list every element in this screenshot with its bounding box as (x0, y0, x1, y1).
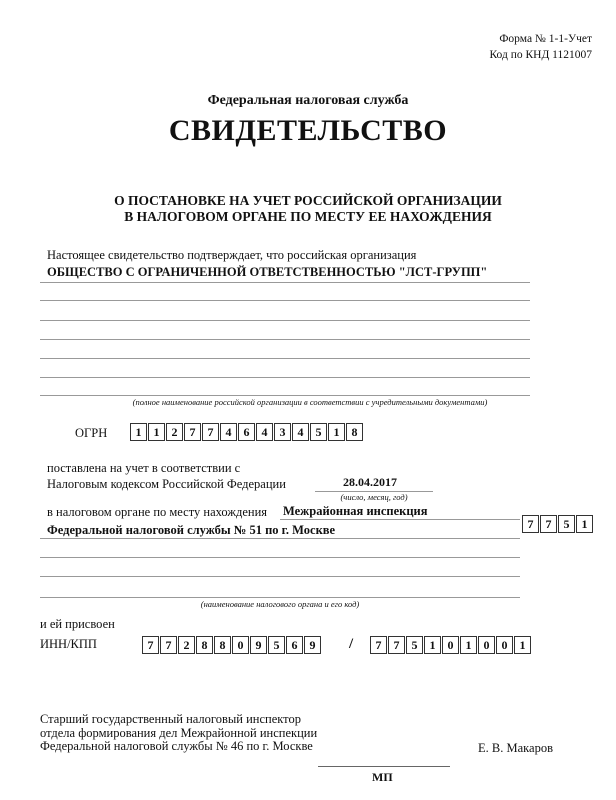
inn-digit: 0 (232, 636, 249, 654)
inn-digit: 8 (214, 636, 231, 654)
kpp-digit: 7 (370, 636, 387, 654)
authority-name-part-2: Федеральной налоговой службы № 51 по г. Москве (47, 523, 336, 537)
ogrn-digit: 3 (274, 423, 291, 441)
ogrn-digit: 7 (202, 423, 219, 441)
kpp-digit: 0 (496, 636, 513, 654)
kpp-digit: 1 (460, 636, 477, 654)
authority-code-cells (522, 515, 594, 533)
registration-date: 28.04.2017 (343, 475, 397, 489)
ogrn-digit: 5 (310, 423, 327, 441)
subtitle-line-1: О ПОСТАНОВКЕ НА УЧЕТ РОССИЙСКОЙ ОРГАНИЗАЦИИ (114, 193, 502, 208)
authority-line-4 (40, 597, 520, 598)
location-label: в налоговом органе по месту нахождения (47, 505, 268, 519)
authority-code-digit: 7 (522, 515, 539, 533)
inn-digit: 8 (196, 636, 213, 654)
kpp-digit: 1 (514, 636, 531, 654)
kpp-digit: 7 (388, 636, 405, 654)
inn-digit: 5 (268, 636, 285, 654)
ogrn-digit: 4 (292, 423, 309, 441)
ogrn-digit: 1 (148, 423, 165, 441)
organization-name-note: (полное наименование российской организации в соответствии с учредительными документами) (132, 397, 488, 407)
signatory-line-1: Старший государственный налоговый инспектор (40, 712, 301, 726)
authority-code-digit: 1 (576, 515, 593, 533)
signatory-line-3: Федеральной налоговой службы № 46 по г. Москве (40, 739, 313, 753)
organization-intro: Настоящее свидетельство подтверждает, что российская организация (47, 248, 417, 262)
ogrn-digit: 4 (220, 423, 237, 441)
authority-name-part-1: Межрайонная инспекция (283, 504, 428, 518)
signer-name: Е. В. Макаров (478, 741, 553, 755)
subtitle-line-2: В НАЛОГОВОМ ОРГАНЕ ПО МЕСТУ ЕЕ НАХОЖДЕНИЯ (124, 209, 492, 224)
document-subtitle (0, 193, 616, 225)
authority-note: (наименование налогового органа и его код) (200, 599, 360, 609)
kpp-digit: 0 (442, 636, 459, 654)
signature-line (318, 766, 450, 767)
authority-line-2 (40, 557, 520, 558)
inn-digit: 7 (160, 636, 177, 654)
inn-digit: 9 (304, 636, 321, 654)
inn-digit: 2 (178, 636, 195, 654)
ogrn-digit: 6 (238, 423, 255, 441)
registration-line-1: поставлена на учет в соответствии с (47, 461, 241, 475)
name-line-1 (40, 282, 530, 283)
date-note: (число, месяц, год) (340, 492, 408, 502)
name-line-2 (40, 300, 530, 301)
name-line-7 (40, 395, 530, 396)
ogrn-digit: 2 (166, 423, 183, 441)
authority-line-1 (40, 538, 520, 539)
ogrn-digit: 7 (184, 423, 201, 441)
ogrn-digit: 8 (346, 423, 363, 441)
authority-code-digit: 5 (558, 515, 575, 533)
inn-digit: 9 (250, 636, 267, 654)
inn-kpp-label: ИНН/КПП (40, 637, 97, 651)
kpp-digit: 0 (478, 636, 495, 654)
name-line-5 (40, 358, 530, 359)
form-number: Форма № 1-1-Учет (499, 33, 592, 45)
ogrn-digit: 1 (130, 423, 147, 441)
name-line-3 (40, 320, 530, 321)
kpp-cells (370, 636, 532, 654)
registration-line-2: Налоговым кодексом Российской Федерации (47, 477, 286, 491)
agency-name: Федеральная налоговая служба (207, 93, 409, 108)
authority-line-0 (280, 519, 520, 520)
inn-kpp-separator: / (349, 636, 354, 652)
authority-line-3 (40, 576, 520, 577)
kpp-digit: 5 (406, 636, 423, 654)
ogrn-digit: 1 (328, 423, 345, 441)
ogrn-digit: 4 (256, 423, 273, 441)
signatory-line-2: отдела формирования дел Межрайонной инспекции (40, 725, 318, 740)
signatory-position (40, 713, 317, 754)
organization-name: ОБЩЕСТВО С ОГРАНИЧЕННОЙ ОТВЕТСТВЕННОСТЬЮ "ЛСТ-ГРУПП" (47, 265, 488, 279)
name-line-4 (40, 339, 530, 340)
kpp-digit: 1 (424, 636, 441, 654)
stamp-placeholder: МП (372, 770, 393, 784)
inn-digit: 6 (286, 636, 303, 654)
name-line-6 (40, 377, 530, 378)
knd-code: Код по КНД 1121007 (489, 49, 592, 61)
authority-code-digit: 7 (540, 515, 557, 533)
assigned-label: и ей присвоен (40, 617, 115, 631)
inn-cells (142, 636, 322, 654)
ogrn-label: ОГРН (75, 426, 108, 440)
inn-digit: 7 (142, 636, 159, 654)
document-title: СВИДЕТЕЛЬСТВО (168, 114, 448, 147)
ogrn-cells (130, 423, 364, 441)
